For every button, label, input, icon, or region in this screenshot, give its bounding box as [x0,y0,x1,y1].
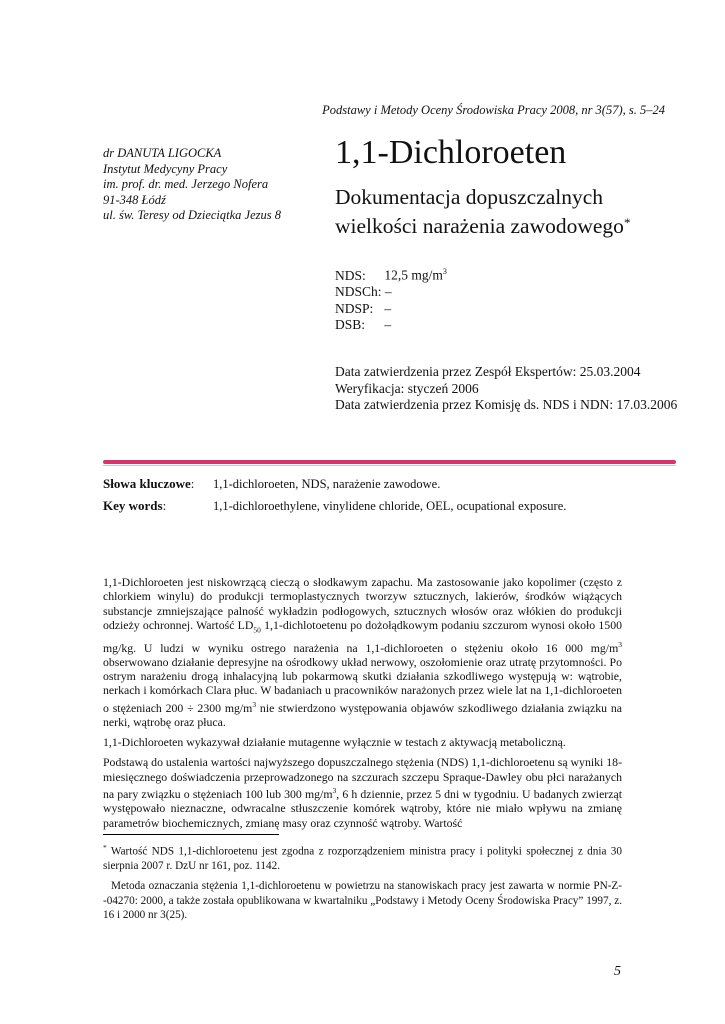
nds-value: 12,5 mg/m [384,267,443,283]
footnote-1 [103,841,622,873]
page-number: 5 [614,964,621,979]
keywords-polish-value: 1,1-dichloroeten, NDS, narażenie zawodowe. [213,477,441,491]
footnote-2: Metoda oznaczania stężenia 1,1-dichloroetenu w powietrzu na stanowiskach pracy jest zawarta w normie PN-Z--04270: 2000, a także została opublikowana w kwartalniku „Podstawy i Metody Oceny Środowiska Pracy” 1997, z. 16 i 2000 nr 3(25). [103,880,622,921]
keywords-english-label [103,498,213,514]
body-text [103,575,622,836]
keywords-english-colon: : [162,498,167,513]
paper-title: 1,1-Dichloroeten [335,134,567,171]
limit-ndsch [335,284,447,301]
subtitle-line-2-text: wielkości narażenia zawodowego [335,214,624,238]
author-name: dr DANUTA LIGOCKA [103,146,222,160]
ndsch-label: NDSCh: [335,284,382,299]
p1-exponent-1: 3 [618,639,622,649]
keywords-polish-label [103,476,213,492]
approval-date-experts: Data zatwierdzenia przez Zespół Ekspertów: 25.03.2004 [335,364,641,379]
author-street: ul. św. Teresy od Dzieciątka Jezus 8 [103,208,281,222]
limit-nds [335,264,447,284]
author-institute: Instytut Medycyny Pracy [103,161,228,176]
approval-date-commission: Data zatwierdzenia przez Komisję ds. NDS i NDN: 17.03.2006 [335,397,678,412]
p1-part-a: 1,1-Dichloroeten jest niskowrzącą cieczą o słodkawym zapachu. Ma zastosowanie jako kopolimer (często z chlorkiem winylu) do produkcji termoplastycznych tworzyw sztucznych, lakierów, środków wiążących substancje zmniejszające palność wykładzin podłogowych, sztucznych włosów oraz włókien do produkcji odzieży ochronnej. Wartość LD [103,575,622,632]
p3-part-b: , 6 h dziennie, przez 5 dni w tygodniu. U badanych zwierząt występowało nieznaczne, odwracalne stłuszczenie komórek wątroby, które nie miało wpływu na zmianę parametrów biochemicznych, zmianę masy oraz czynność wątroby. Wartość [103,786,622,830]
p3-part-a: Podstawą do ustalenia wartości najwyższego dopuszczalnego stężenia (NDS) 1,1-dichloroetenu są wyniki 18-miesięcznego doświadczenia przeprowadzonego na szczurach szczepu Spraque-Dawley obu płci narażanych na pary związku o stężeniach 100 lub 300 mg/m [103,755,622,801]
keywords-polish-label-text: Słowa kluczowe [103,476,191,491]
footnote-1-mark: * [103,843,107,852]
section-divider [103,460,676,464]
author-city: 91-348 Łódź [103,192,166,207]
keywords-english [103,498,566,514]
author-institute-2: im. prof. dr. med. Jerzego Nofera [103,177,269,191]
paper-subtitle [335,183,630,241]
body-paragraph-1 [103,575,622,729]
ndsp-value: – [384,300,392,316]
keywords-english-value: 1,1-dichloroethylene, vinylidene chloride, OEL, ocupational exposure. [213,499,567,513]
keywords-english-label-text: Key words [103,498,163,513]
dsb-value: – [384,317,392,332]
p1-part-b: 1,1-dichlotoetenu po dożołądkowym podaniu szczurom wynosi około 1500 mg/kg. U ludzi w wyniku ostrego narażenia na 1,1-dichloroeten o stężeniu około 16 000 mg/m [103,617,622,655]
footnotes [103,841,622,928]
ndsp-label: NDSP: [335,300,374,316]
subtitle-footnote-mark: * [623,215,631,230]
keywords-polish [103,476,440,492]
author-block [103,146,281,224]
journal-reference: Podstawy i Metody Oceny Środowiska Pracy 2008, nr 3(57), s. 5–24 [322,103,665,117]
approval-dates [335,364,677,414]
p1-part-d: nie stwierdzono występowania objawów szkodliwego działania związku na nerki, wątrobę oraz płuca. [103,700,623,729]
section-divider-shadow [103,465,676,466]
limit-dsb [335,317,447,334]
footnote-1-text: Wartość NDS 1,1-dichloroetenu jest zgodna z rozporządzeniem ministra pracy i polityki społecznej z dnia 30 sierpnia 2007 r. DzU nr 161, poz. 1142. [103,845,622,873]
body-paragraph-2: 1,1-Dichloroeten wykazywał działanie mutagenne wyłącznie w testach z aktywacją metaboliczną. [103,735,566,750]
nds-exponent: 3 [442,267,447,276]
exposure-limits [335,264,447,334]
p1-exponent-2: 3 [252,699,257,709]
footnote-rule [103,834,279,835]
subtitle-line-2 [335,212,630,241]
dsb-label: DSB: [335,317,366,332]
ndsch-value: – [384,284,392,299]
limit-ndsp [335,301,447,318]
p1-ld-subscript: 50 [253,625,261,635]
body-paragraph-3 [103,755,622,829]
subtitle-line-1: Dokumentacja dopuszczalnych [335,185,604,209]
verification-date: Weryfikacja: styczeń 2006 [335,380,479,396]
p3-exponent: 3 [332,786,337,796]
nds-label: NDS: [335,267,366,283]
p1-part-c: obserwowano działanie depresyjne na ośrodkowy układ nerwowy, oszołomienie oraz utratę przytomności. Po ostrym narażeniu drogą inhalacyjną lub pokarmową skutki działania szkodliwego występują w: wątrobie, nerkach i komórkach Clara płuc. W badaniach u pracowników narażonych przez wiele lat na 1,1-dichloroeten o stężeniach 200 ÷ 2300 mg/m [103,654,622,715]
keywords-polish-colon: : [190,476,195,491]
